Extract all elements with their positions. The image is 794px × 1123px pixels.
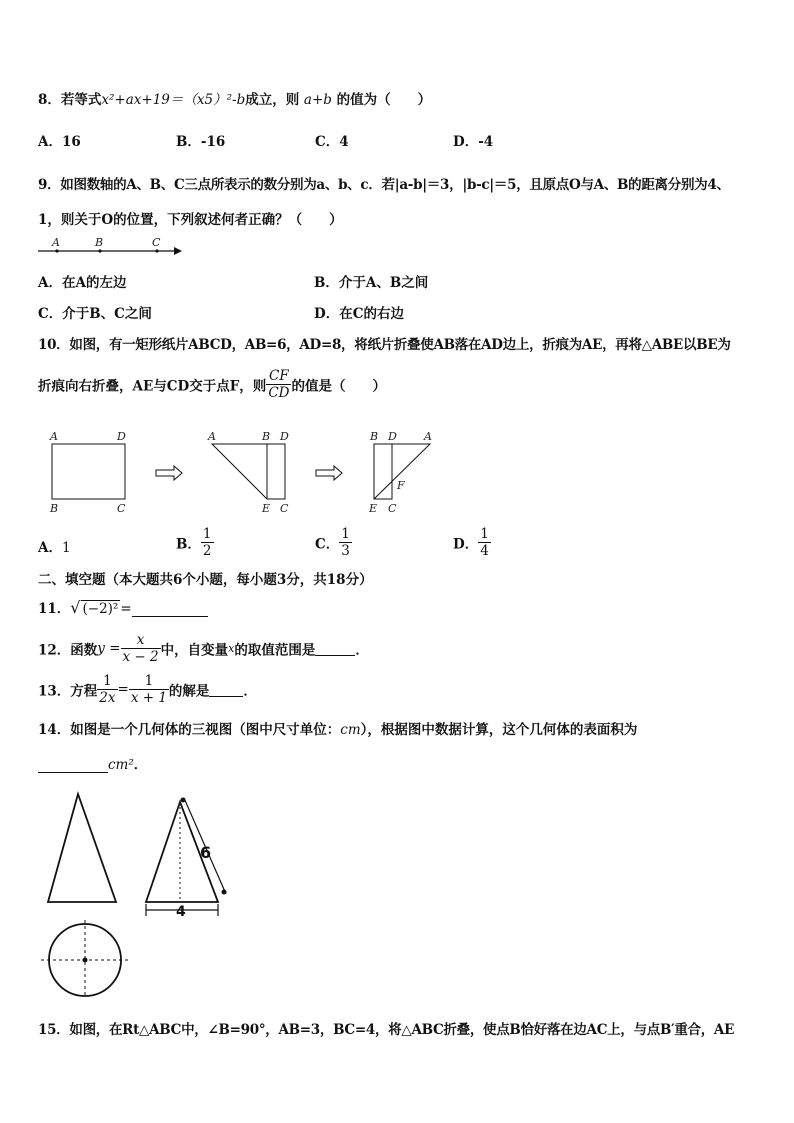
math-expression: x²+ax+19＝（x5）²-b xyxy=(101,92,246,108)
point-a-label: A xyxy=(52,236,60,249)
question-15-line1: 15．如图，在Rt△ABC中，∠B=90°，AB=3，BC=4，将△ABC折叠，使点B恰好落在边AC上，与点B′重合，AE xyxy=(38,1022,735,1038)
point-b-label: B xyxy=(95,236,104,249)
fraction-denominator: 4 xyxy=(480,543,489,559)
section-heading: 二、填空题（本大题共6个小题，每小题3分，共18分） xyxy=(38,572,373,588)
fraction-denominator: 2 xyxy=(202,543,212,559)
option-b xyxy=(176,526,214,559)
fig2-label-b: B xyxy=(262,430,271,443)
fig1-label-a: A xyxy=(50,430,58,443)
option-d: D．在C的右边 xyxy=(314,306,404,322)
fig2-label-e: E xyxy=(262,502,271,515)
fraction-denominator: 3 xyxy=(341,543,350,559)
question-13 xyxy=(38,673,257,706)
answer-blank[interactable] xyxy=(209,682,243,697)
fig3-label-c: C xyxy=(388,502,397,515)
unit: cm xyxy=(340,722,361,738)
question-text: 若等式 xyxy=(60,92,102,108)
fraction-numerator: 1 xyxy=(97,673,117,690)
fraction xyxy=(121,632,161,665)
fraction-denominator: x + 1 xyxy=(130,690,167,706)
option-label: A． xyxy=(38,540,62,556)
number-line-figure xyxy=(36,236,186,262)
question-text: 成立，则 xyxy=(245,92,300,108)
question-text: 中，自变量 xyxy=(160,642,229,659)
dimension-4: 4 xyxy=(176,904,186,920)
fraction-numerator: 1 xyxy=(202,526,212,542)
question-text: 折痕向右折叠，AE与CD交于点F，则 xyxy=(38,378,267,395)
unit: cm² xyxy=(108,757,134,773)
punctuation: ． xyxy=(243,683,257,700)
question-14-line1 xyxy=(38,718,637,738)
fraction-numerator: 1 xyxy=(480,526,489,542)
equals-sign: = xyxy=(120,601,132,617)
question-number: 8． xyxy=(38,92,61,108)
fig1-label-d: D xyxy=(117,430,126,443)
fig1-label-b: B xyxy=(50,502,59,515)
option-label: B． xyxy=(176,536,201,553)
fraction-numerator: CF xyxy=(266,368,291,385)
option-value: 1 xyxy=(61,540,71,556)
fraction-denominator: x − 2 xyxy=(122,649,159,665)
fraction-numerator: 1 xyxy=(129,673,169,690)
arrow-icon xyxy=(156,466,182,480)
punctuation: ． xyxy=(133,757,148,773)
option-d: D．-4 xyxy=(453,134,494,150)
question-10-line2 xyxy=(38,368,386,401)
question-8 xyxy=(38,88,431,108)
option-d xyxy=(453,526,491,559)
question-text: 的解是 xyxy=(168,683,210,700)
question-text: 14．如图是一个几何体的三视图（图中尺寸单位： xyxy=(38,722,341,738)
fig1-label-c: C xyxy=(117,502,126,515)
question-text: 的值是（ ） xyxy=(291,378,386,395)
question-9-line2: 1，则关于O的位置，下列叙述何者正确？（ ） xyxy=(38,212,343,228)
sqrt-icon: √ xyxy=(70,598,81,617)
answer-blank[interactable] xyxy=(315,641,355,656)
option-c: C．介于B、C之间 xyxy=(38,306,152,322)
fig2-label-d: D xyxy=(280,430,289,443)
question-number: 11． xyxy=(38,601,71,617)
option-fraction xyxy=(478,526,491,559)
option-fraction xyxy=(339,526,352,559)
question-text: 的值为（ ） xyxy=(336,92,432,108)
option-c: C．4 xyxy=(315,134,349,150)
question-9-line1: 9．如图数轴的A、B、C三点所表示的数分别为a、b、c．若|a-b|＝3，|b-c|＝5，且原点O与A、B的距离分别为4、 xyxy=(38,177,730,193)
punctuation: ． xyxy=(355,642,369,659)
three-views-figure xyxy=(38,786,238,1000)
point-c-label: C xyxy=(152,236,161,249)
fig3-label-f: F xyxy=(397,479,405,492)
math-expression: (−2)² xyxy=(82,601,119,617)
fraction-denominator: 2x xyxy=(99,690,116,706)
option-a xyxy=(38,536,71,556)
math-expression: x xyxy=(228,642,235,655)
question-14-line2 xyxy=(38,753,147,773)
folding-figures xyxy=(44,426,454,518)
fraction xyxy=(129,673,169,706)
dimension-6: 6 xyxy=(200,843,212,862)
fraction-cf-cd xyxy=(266,368,291,401)
math-expression: y = xyxy=(97,640,121,657)
question-12 xyxy=(38,632,369,665)
fig3-label-d: D xyxy=(388,430,397,443)
option-b: B．介于A、B之间 xyxy=(314,275,429,291)
option-label: D． xyxy=(453,536,479,553)
fraction xyxy=(97,673,117,706)
fig3-label-a: A xyxy=(424,430,432,443)
fig2-label-c: C xyxy=(280,502,289,515)
option-fraction xyxy=(201,526,214,559)
question-text: 12．函数 xyxy=(38,642,98,659)
option-a: A．在A的左边 xyxy=(38,275,127,291)
fig3-label-b: B xyxy=(370,430,379,443)
fraction-denominator: CD xyxy=(268,385,290,401)
option-a: A．16 xyxy=(38,134,81,150)
arrow-icon xyxy=(316,466,342,480)
equals-sign: = xyxy=(117,681,129,698)
question-10-line1: 10．如图，有一矩形纸片ABCD，AB=6，AD=8，将纸片折叠使AB落在AD边上，折痕为AE，再将△ABE以BE为 xyxy=(38,337,731,353)
answer-blank[interactable] xyxy=(132,602,208,617)
answer-blank[interactable] xyxy=(38,758,108,773)
fig3-label-e: E xyxy=(369,502,378,515)
option-b: B．-16 xyxy=(176,134,226,150)
question-text: ），根据图中数据计算，这个几何体的表面积为 xyxy=(360,722,638,738)
question-text: 13．方程 xyxy=(38,683,98,700)
option-label: C． xyxy=(315,536,340,553)
option-c xyxy=(315,526,352,559)
fig2-label-a: A xyxy=(208,430,216,443)
question-text: 的取值范围是 xyxy=(234,642,316,659)
math-expression: a+b xyxy=(303,92,332,108)
fraction-numerator: 1 xyxy=(341,526,350,542)
fraction-numerator: x xyxy=(121,632,161,649)
question-11 xyxy=(38,597,208,617)
